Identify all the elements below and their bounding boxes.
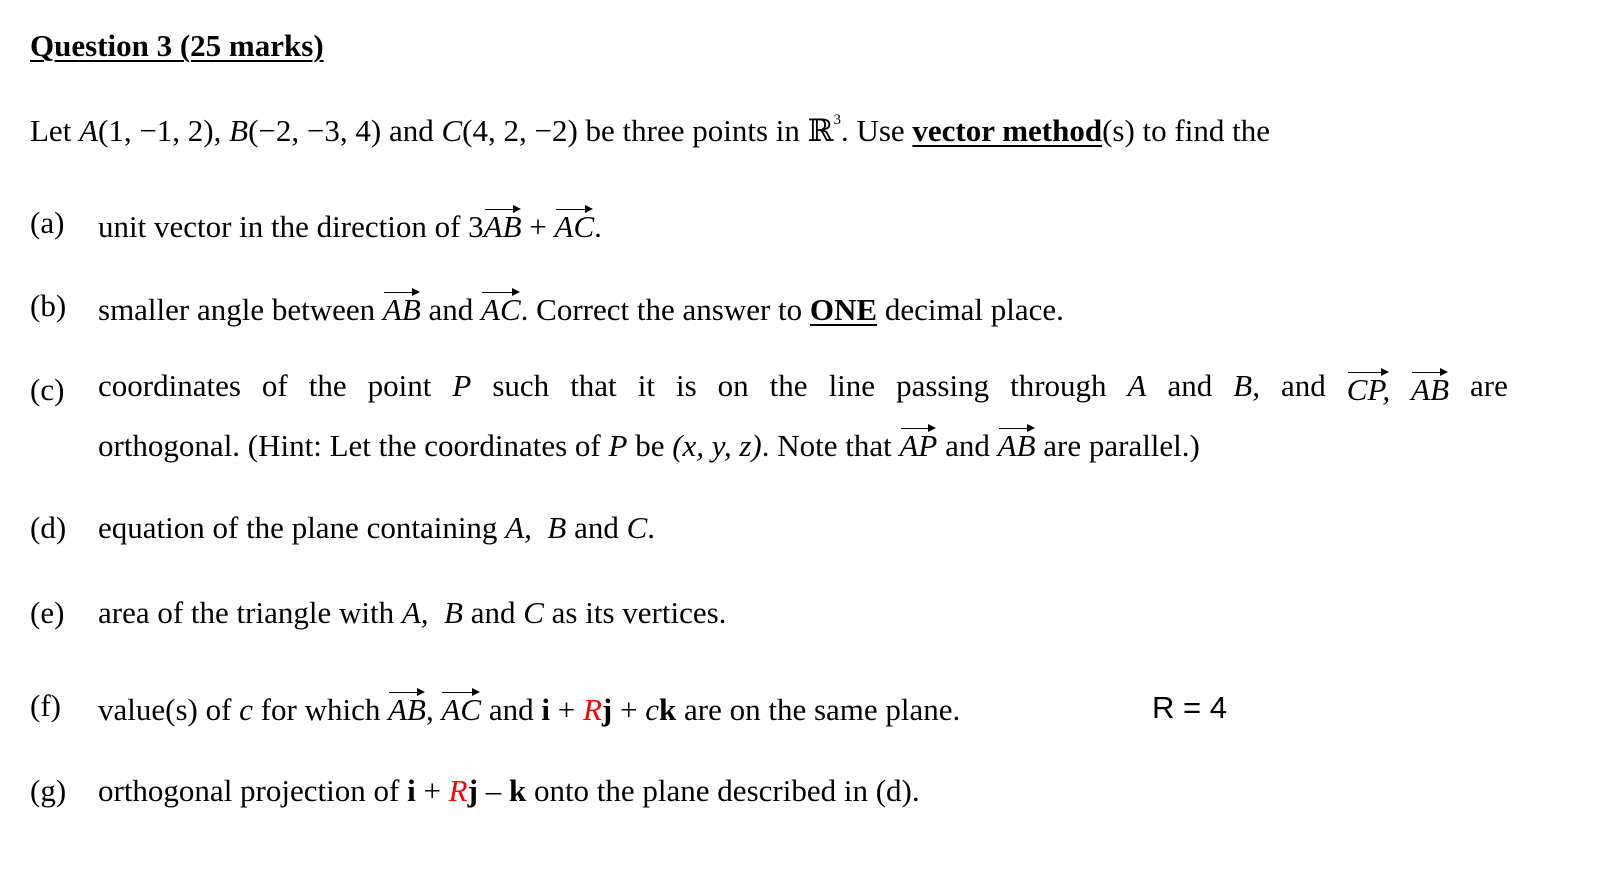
part-e-text: area of the triangle with A, B and C as its vertices. — [98, 595, 727, 630]
real-space-symbol: ℝ$^3$ — [807, 112, 841, 148]
one-emphasis: ONE — [809, 292, 878, 327]
part-f-label: (f) — [30, 688, 61, 723]
part-g-text: orthogonal projection of i + Rj – k onto the plane described in (d). — [98, 773, 920, 808]
r-parameter: R — [448, 773, 468, 808]
question-intro: Let A(1, −1, 2), B(−2, −3, 4) and C(4, 2, −2) be three points in ℝ$^3$. Use vector method(s) to find the — [30, 112, 1270, 148]
question-title: Question 3 (25 marks) — [30, 28, 324, 63]
part-a-label: (a) — [30, 205, 65, 240]
vector-ab: AB — [388, 688, 426, 728]
part-e-label: (e) — [30, 595, 65, 630]
vector-ac: AC — [555, 205, 595, 245]
part-d-text: equation of the plane containing A, B and C. — [98, 510, 656, 545]
part-c-line-2: orthogonal. (Hint: Let the coordinates of P be (x, y, z). Note that AP and AB are parallel.) — [98, 424, 1200, 464]
r-parameter: R — [582, 692, 602, 727]
part-f-text: value(s) of c for which AB, AC and i + Rj + ck are on the same plane. — [98, 688, 960, 728]
part-c-label: (c) — [30, 372, 65, 407]
vector-ac: AC — [481, 288, 521, 328]
part-g-label: (g) — [30, 773, 67, 808]
part-a-text: unit vector in the direction of 3AB + AC. — [98, 205, 602, 245]
r-value-note: R = 4 — [1152, 690, 1227, 725]
part-b-text: smaller angle between AB and AC. Correct the answer to ONE decimal place. — [98, 288, 1064, 328]
vector-method-emphasis: vector method — [912, 113, 1103, 148]
vector-ac: AC — [441, 688, 481, 728]
vector-ab: AB — [998, 424, 1036, 464]
part-b-label: (b) — [30, 288, 67, 323]
vector-ab: AB — [484, 205, 522, 245]
vector-ap: AP — [900, 424, 938, 464]
vector-ab: AB — [1411, 368, 1449, 408]
vector-cp: CP, — [1347, 368, 1390, 408]
part-d-label: (d) — [30, 510, 67, 545]
part-c-line-1: coordinates of the point P such that it is on the line passing through A and B, and CP, AB are — [98, 368, 1508, 407]
vector-ab: AB — [383, 288, 421, 328]
